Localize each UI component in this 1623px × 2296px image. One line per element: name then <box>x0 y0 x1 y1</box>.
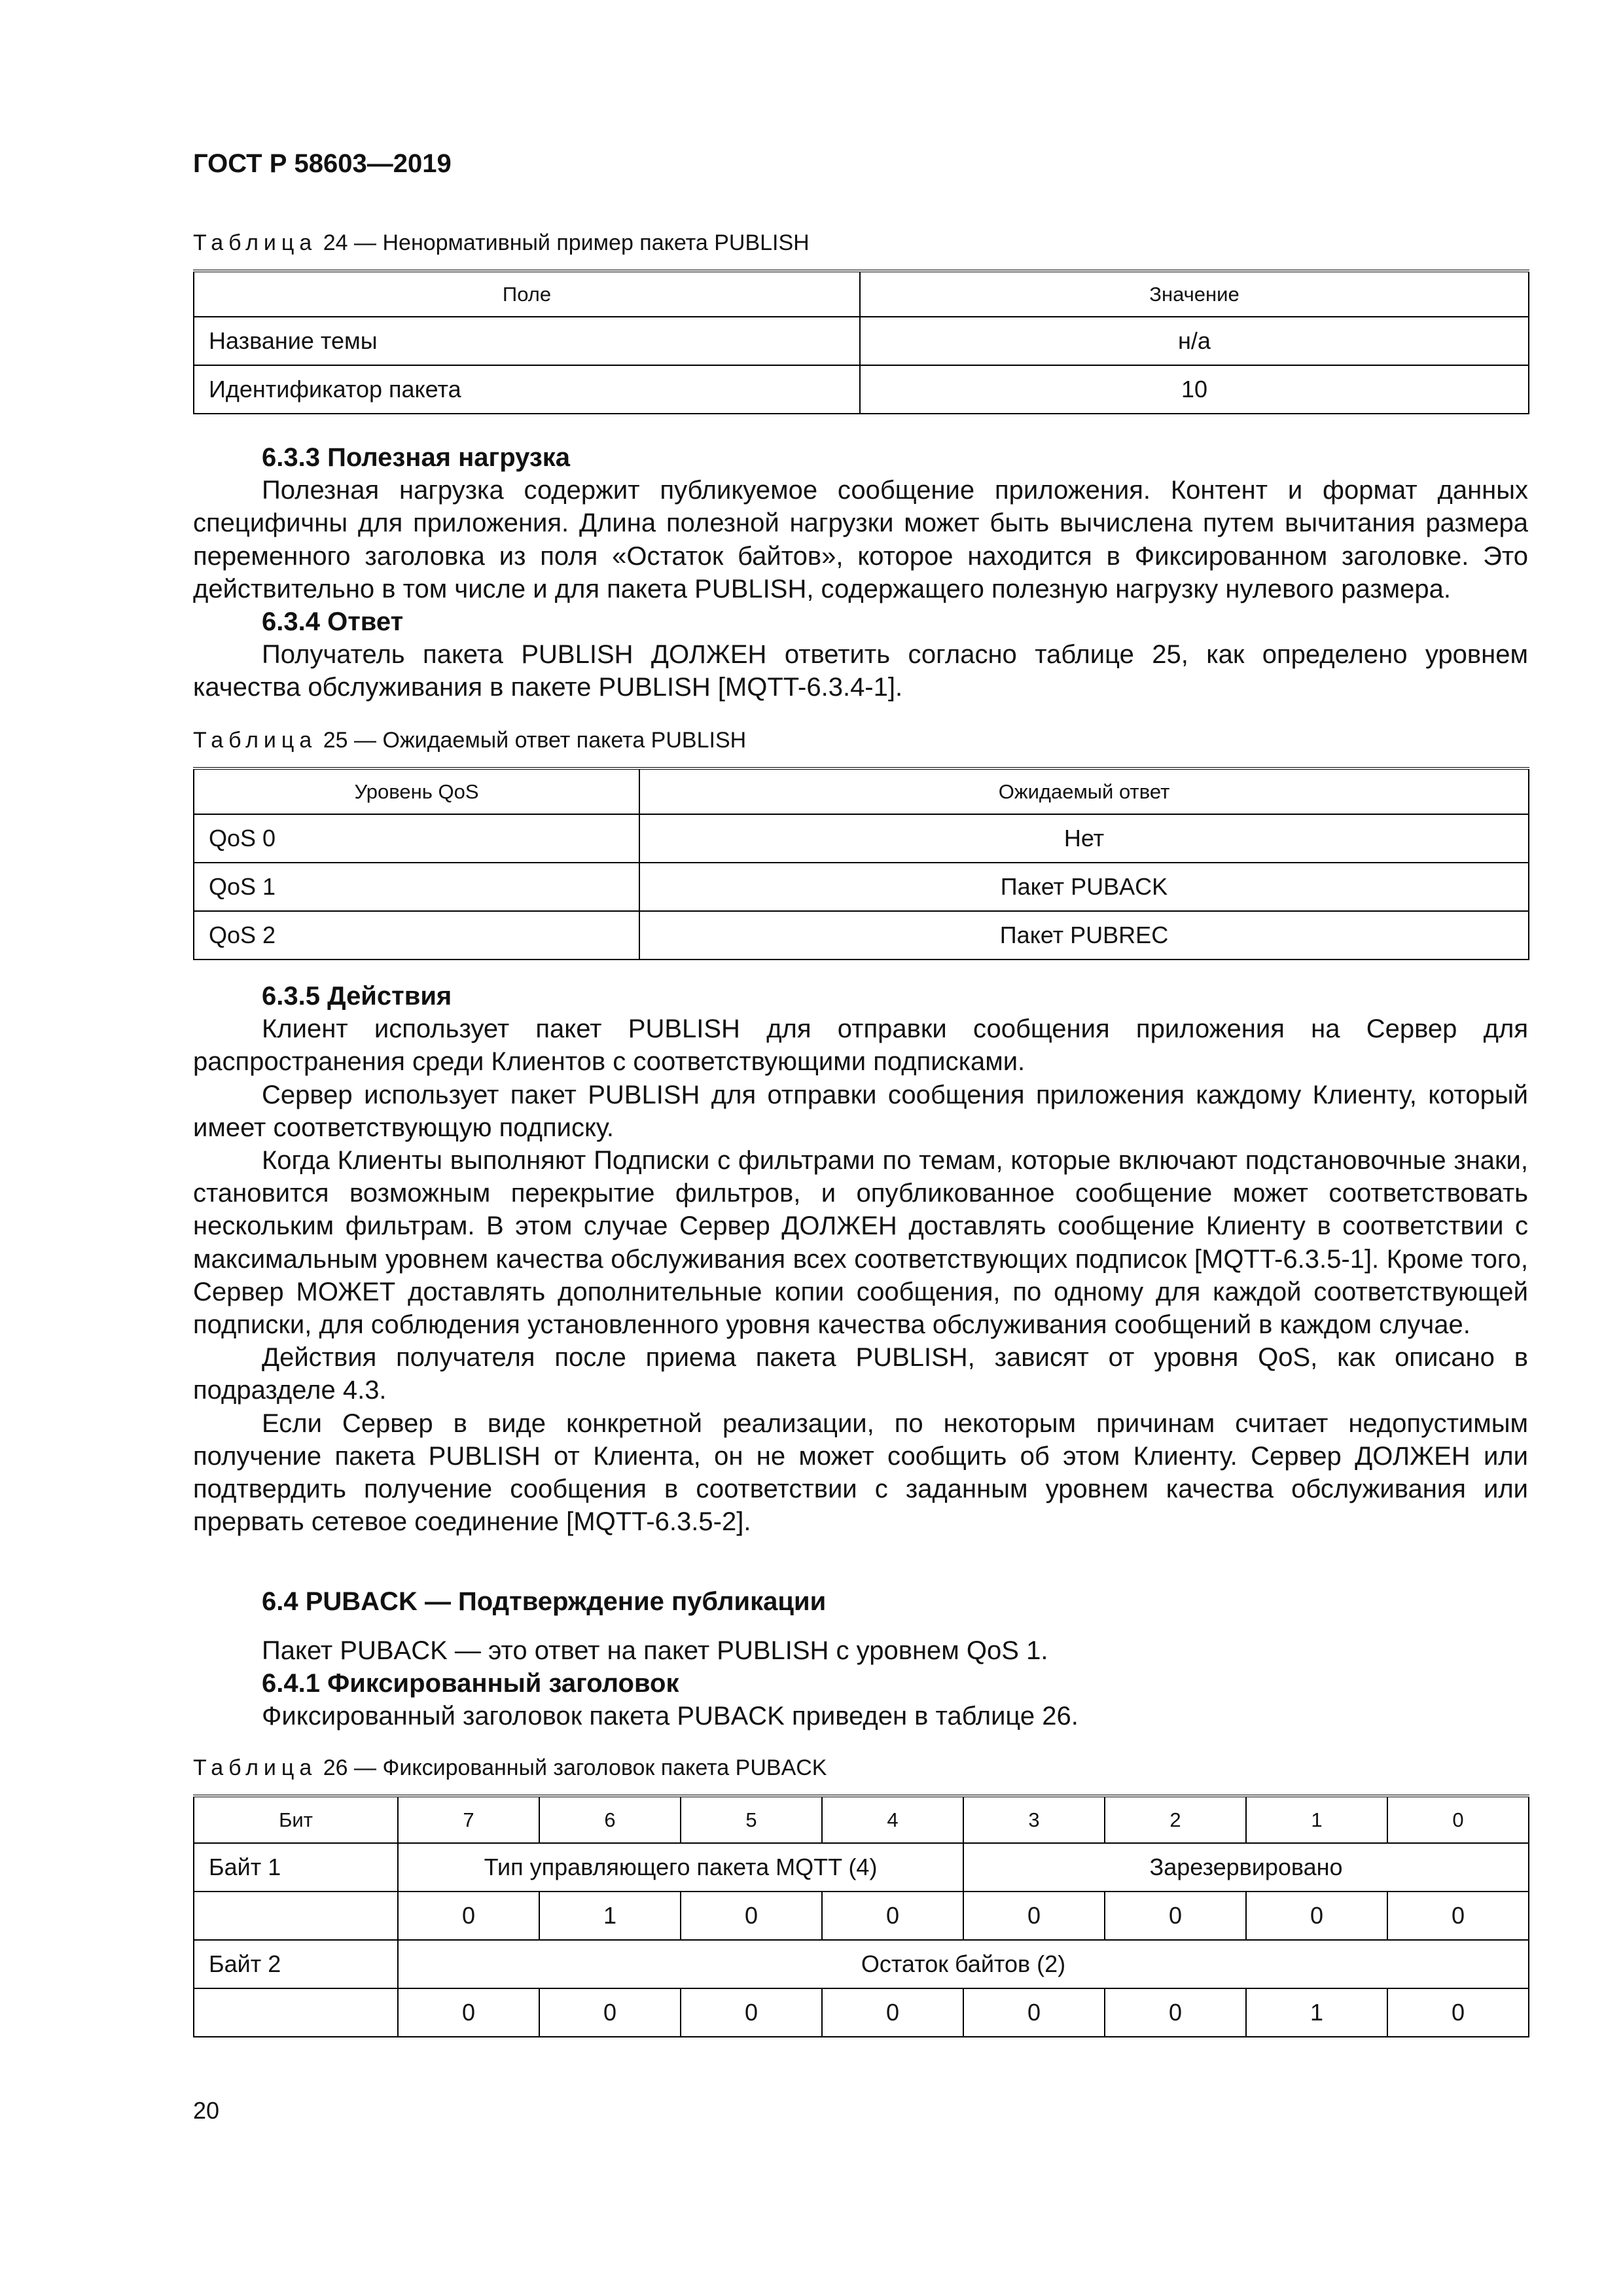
table-cell: 0 <box>539 1988 681 2037</box>
table-cell: Пакет PUBREC <box>639 911 1529 960</box>
table-header-cell: 3 <box>963 1796 1105 1843</box>
table-cell: QoS 0 <box>194 814 639 863</box>
table-cell: н/а <box>860 317 1529 365</box>
table-25-caption-word: Таблица <box>193 728 317 753</box>
table-24-caption <box>193 230 810 256</box>
table-row <box>194 1892 1529 1940</box>
paragraph: Пакет PUBACK — это ответ на пакет PUBLISH с уровнем QoS 1. <box>262 1636 1048 1665</box>
section-6-4 <box>193 1585 1528 1618</box>
table-25 <box>193 767 1529 960</box>
table-header-cell: 5 <box>681 1796 822 1843</box>
paragraph: Получатель пакета PUBLISH ДОЛЖЕН ответить согласно таблице 25, как определено уровнем качества обслуживания в пакете PUBLISH [MQTT-6.3.4-1]. <box>193 640 1528 702</box>
table-cell: Байт 1 <box>194 1843 398 1892</box>
section-6-3-3-6-3-4 <box>193 441 1528 704</box>
paragraph: Когда Клиенты выполняют Подписки с фильтрами по темам, которые включают подстановочные знаки, становится возможным перекрытие фильтров, и опубликованное сообщение может соответствовать нескольким фильтрам. В этом случае Сервер ДОЛЖЕН доставлять сообщение Клиенту в соответствии с максимальным уровнем качества обслуживания всех соответствующих подписок [MQTT-6.3.5-1]. Кроме того, Сервер МОЖЕТ доставлять дополнительные копии сообщения, по одному для каждой соответствующей подписки, для соблюдения установленного уровня качества обслуживания сообщений в каждом случае. <box>193 1146 1528 1340</box>
table-25-caption <box>193 728 746 753</box>
paragraph: Действия получателя после приема пакета PUBLISH, зависят от уровня QoS, как описано в подразделе 4.3. <box>193 1343 1528 1405</box>
document-header: ГОСТ Р 58603—2019 <box>193 149 452 178</box>
table-row <box>194 911 1529 960</box>
table-26-caption <box>193 1755 827 1781</box>
table-24-caption-text: 24 — Ненормативный пример пакета PUBLISH <box>323 230 810 255</box>
table-cell: Идентификатор пакета <box>194 365 860 414</box>
section-6-4-body <box>193 1634 1528 1733</box>
paragraph: Клиент использует пакет PUBLISH для отправки сообщения приложения на Сервер для распространения среди Клиентов с соответствующими подписками. <box>193 1014 1528 1077</box>
table-24 <box>193 270 1529 414</box>
section-title: 6.4 PUBACK — Подтверждение публикации <box>262 1587 827 1616</box>
table-cell: QoS 2 <box>194 911 639 960</box>
table-cell <box>194 1892 398 1940</box>
table-header-cell: Значение <box>860 271 1529 317</box>
table-cell: 0 <box>1246 1892 1387 1940</box>
section-title: 6.3.4 Ответ <box>262 607 404 637</box>
section-title: 6.4.1 Фиксированный заголовок <box>262 1669 679 1698</box>
section-title: 6.3.5 Действия <box>262 982 452 1011</box>
table-row <box>194 271 1529 317</box>
table-cell: 0 <box>1387 1988 1529 2037</box>
table-header-cell: 6 <box>539 1796 681 1843</box>
table-row <box>194 365 1529 414</box>
table-row <box>194 317 1529 365</box>
table-header-cell: Бит <box>194 1796 398 1843</box>
table-cell: QoS 1 <box>194 863 639 911</box>
table-cell: Название темы <box>194 317 860 365</box>
table-cell <box>194 1988 398 2037</box>
section-title: 6.3.3 Полезная нагрузка <box>262 443 570 472</box>
table-cell: Остаток байтов (2) <box>398 1940 1529 1988</box>
paragraph: Если Сервер в виде конкретной реализации, по некоторым причинам считает недопустимым получение пакета PUBLISH от Клиента, он не может сообщить об этом Клиенту. Сервер ДОЛЖЕН или подтвердить получение сообщения в соответствии с заданным уровнем качества обслуживания или прервать сетевое соединение [MQTT-6.3.5-2]. <box>193 1408 1528 1537</box>
table-cell: 0 <box>681 1892 822 1940</box>
table-row <box>194 814 1529 863</box>
table-cell: Тип управляющего пакета MQTT (4) <box>398 1843 963 1892</box>
table-26-caption-word: Таблица <box>193 1755 317 1780</box>
table-header-cell: 4 <box>822 1796 963 1843</box>
table-24-caption-word: Таблица <box>193 230 317 255</box>
table-cell: Зарезервировано <box>963 1843 1529 1892</box>
table-cell: 0 <box>963 1988 1105 2037</box>
table-cell: 0 <box>963 1892 1105 1940</box>
paragraph: Полезная нагрузка содержит публикуемое сообщение приложения. Контент и формат данных специфичны для приложения. Длина полезной нагрузки может быть вычислена путем вычитания размера переменного заголовка из поля «Остаток байтов», которое находится в Фиксированном заголовке. Это действительно в том числе и для пакета PUBLISH, содержащего полезную нагрузку нулевого размера. <box>193 476 1528 603</box>
table-26 <box>193 1795 1529 2037</box>
section-6-3-5 <box>193 980 1528 1538</box>
table-header-cell: 7 <box>398 1796 539 1843</box>
table-row <box>194 1940 1529 1988</box>
page-number: 20 <box>193 2097 220 2124</box>
table-row <box>194 768 1529 814</box>
table-cell: 0 <box>822 1892 963 1940</box>
table-cell: 0 <box>398 1988 539 2037</box>
table-cell: 0 <box>398 1892 539 1940</box>
table-cell: Пакет PUBACK <box>639 863 1529 911</box>
table-cell: 0 <box>822 1988 963 2037</box>
paragraph: Фиксированный заголовок пакета PUBACK приведен в таблице 26. <box>262 1702 1079 1731</box>
table-header-cell: 0 <box>1387 1796 1529 1843</box>
table-cell: 1 <box>1246 1988 1387 2037</box>
table-header-cell: Уровень QoS <box>194 768 639 814</box>
table-header-cell: 1 <box>1246 1796 1387 1843</box>
table-row <box>194 1843 1529 1892</box>
table-cell: 0 <box>681 1988 822 2037</box>
table-26-caption-text: 26 — Фиксированный заголовок пакета PUBACK <box>323 1755 827 1780</box>
table-cell: Нет <box>639 814 1529 863</box>
table-cell: 0 <box>1105 1892 1246 1940</box>
paragraph: Сервер использует пакет PUBLISH для отправки сообщения приложения каждому Клиенту, который имеет соответствующую подписку. <box>193 1080 1528 1142</box>
table-cell: 1 <box>539 1892 681 1940</box>
table-header-cell: Ожидаемый ответ <box>639 768 1529 814</box>
table-cell: 0 <box>1105 1988 1246 2037</box>
table-row <box>194 1988 1529 2037</box>
table-25-caption-text: 25 — Ожидаемый ответ пакета PUBLISH <box>323 728 747 753</box>
table-cell: Байт 2 <box>194 1940 398 1988</box>
table-row <box>194 1796 1529 1843</box>
table-cell: 0 <box>1387 1892 1529 1940</box>
table-header-cell: 2 <box>1105 1796 1246 1843</box>
table-cell: 10 <box>860 365 1529 414</box>
table-header-cell: Поле <box>194 271 860 317</box>
table-row <box>194 863 1529 911</box>
